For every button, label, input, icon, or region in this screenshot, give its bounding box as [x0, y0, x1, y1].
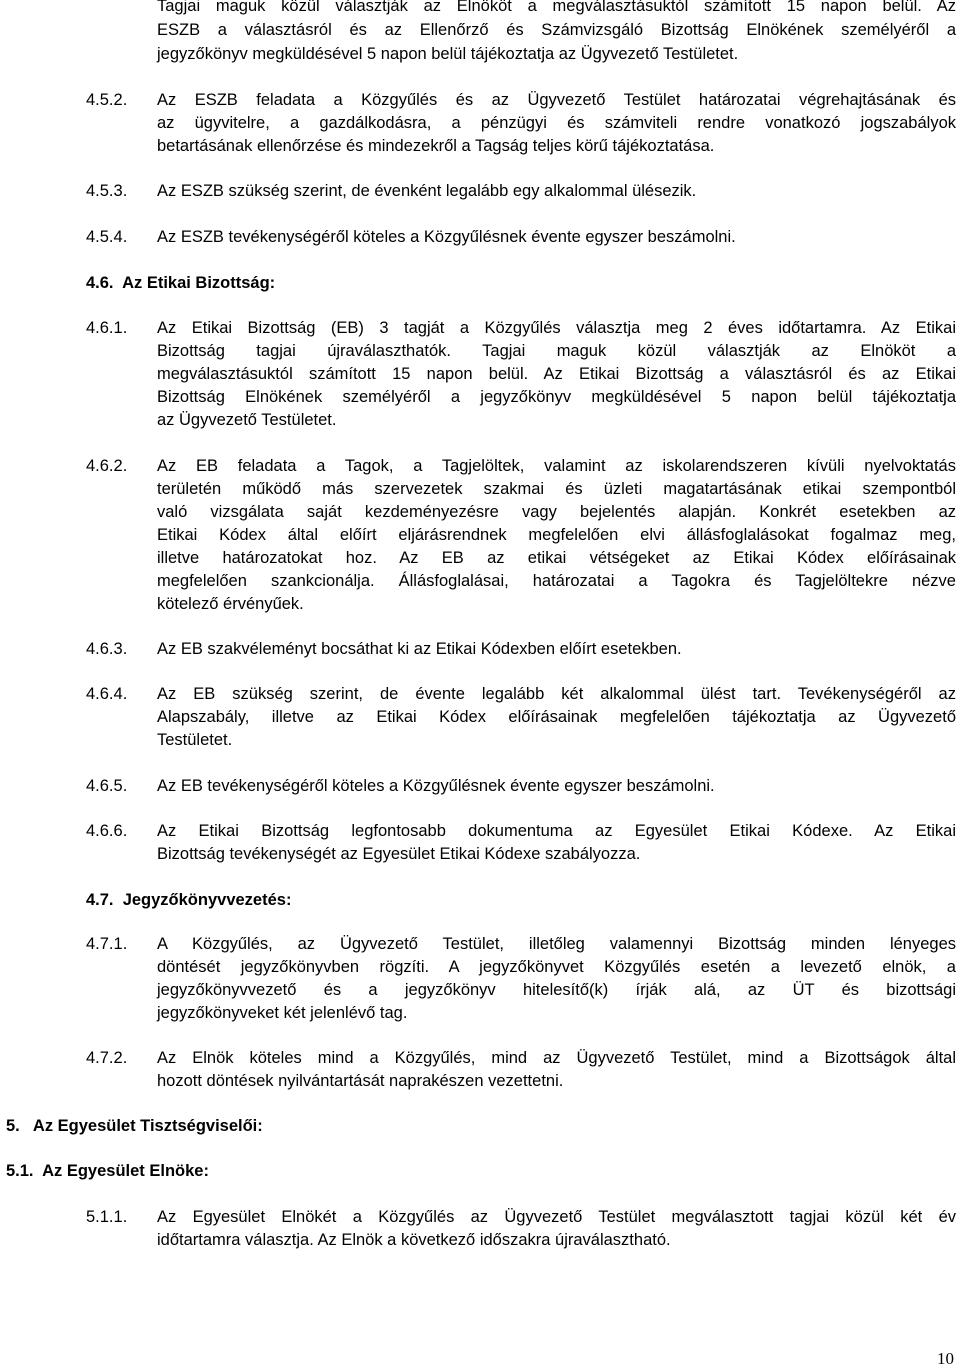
section-heading: 5.1. Az Egyesület Elnöke:	[6, 1162, 209, 1180]
paragraph-line: jegyzőkönyveket két jelenlévő tag.	[157, 1004, 408, 1022]
paragraph-line: Etikai Kódex által előírt eljárásrendnek megfelelően elvi állásfoglalásokat fogalmaz meg,	[157, 526, 956, 544]
paragraph-line: A Közgyűlés, az Ügyvezető Testület, illetőleg valamennyi Bizottság minden lényeges	[157, 935, 956, 953]
paragraph-line: az ügyvitelre, a gazdálkodásra, a pénzügyi és számviteli rendre vonatkozó jogszabályok	[157, 114, 956, 132]
paragraph-line: az Ügyvezető Testületet.	[157, 411, 337, 429]
paragraph-line: Az ESZB feladata a Közgyűlés és az Ügyvezető Testület határozatai végrehajtásának és	[157, 91, 956, 109]
section-heading: 4.6. Az Etikai Bizottság:	[86, 274, 276, 292]
section-number: 5.1.1.	[86, 1208, 128, 1226]
paragraph-line: illetve határozatokat hoz. Az EB az etikai vétségeket az Etikai Kódex előírásainak	[157, 549, 956, 567]
paragraph-line: időtartamra választja. Az Elnök a következő időszakra újraválasztható.	[157, 1231, 671, 1249]
paragraph-line: Bizottság tevékenységét az Egyesület Etikai Kódexe szabályozza.	[157, 845, 641, 863]
paragraph-line: kötelező érvényűek.	[157, 595, 304, 613]
paragraph-line: Az ESZB szükség szerint, de évenként legalább egy alkalommal ülésezik.	[157, 182, 697, 200]
paragraph-line: Bizottság Elnökének személyéről a jegyzőkönyv megküldésével 5 napon belül tájékoztatja	[157, 388, 956, 406]
intro-line: ESZB a választásról és az Ellenőrző és Számvizsgáló Bizottság Elnökének személyéről a	[157, 21, 956, 39]
chapter-heading: 5. Az Egyesület Tisztségviselői:	[6, 1117, 263, 1135]
section-number: 4.6.6.	[86, 822, 128, 840]
page-number: 10	[937, 1349, 954, 1368]
paragraph-line: döntését jegyzőkönyvben rögzíti. A jegyzőkönyvet Közgyűlés esetén a levezető elnök, a	[157, 958, 956, 976]
paragraph-line: való vizsgálata saját kezdeményezésre vagy bejelentés alapján. Konkrét esetekben az	[157, 503, 956, 521]
intro-line: Tagjai maguk közül választják az Elnököt a megválasztásuktól számított 15 napon belül. Az	[157, 0, 956, 15]
paragraph-line: területén működő más szervezetek szakmai és üzleti magatartásának etikai szempontból	[157, 480, 956, 498]
paragraph-line: Az EB szakvéleményt bocsáthat ki az Etikai Kódexben előírt esetekben.	[157, 640, 682, 658]
paragraph-line: hozott döntések nyilvántartását naprakészen vezettetni.	[157, 1072, 564, 1090]
paragraph-line: Testületet.	[157, 731, 233, 749]
section-number: 4.5.2.	[86, 91, 128, 109]
paragraph-line: Bizottság tagjai újraválaszthatók. Tagjai maguk közül választják az Elnököt a	[157, 342, 956, 360]
section-number: 4.7.1.	[86, 935, 128, 953]
section-heading: 4.7. Jegyzőkönyvvezetés:	[86, 891, 292, 909]
paragraph-line: Az Egyesület Elnökét a Közgyűlés az Ügyvezető Testület megválasztott tagjai közül két év	[157, 1208, 956, 1226]
section-number: 4.7.2.	[86, 1049, 128, 1067]
section-number: 4.6.1.	[86, 319, 128, 337]
paragraph-line: Az Elnök köteles mind a Közgyűlés, mind az Ügyvezető Testület, mind a Bizottságok által	[157, 1049, 956, 1067]
paragraph-line: megfelelően szankcionálja. Állásfoglalásai, határozatai a Tagokra és Tagjelöltekre nézve	[157, 572, 956, 590]
paragraph-line: Alapszabály, illetve az Etikai Kódex előírásainak megfelelően tájékoztatja az Ügyvezető	[157, 708, 956, 726]
section-number: 4.5.3.	[86, 182, 128, 200]
paragraph-line: Az EB feladata a Tagok, a Tagjelöltek, valamint az iskolarendszeren kívüli nyelvoktatás	[157, 457, 956, 475]
section-number: 4.6.4.	[86, 685, 128, 703]
paragraph-line: Az Etikai Bizottság (EB) 3 tagját a Közgyűlés választja meg 2 éves időtartamra. Az Etikai	[157, 319, 956, 337]
section-number: 4.5.4.	[86, 228, 128, 246]
paragraph-line: megválasztásuktól számított 15 napon belül. Az Etikai Bizottság a választásról és az Etikai	[157, 365, 956, 383]
paragraph-line: betartásának ellenőrzése és mindezekről a Tagság teljes körű tájékoztatása.	[157, 137, 715, 155]
paragraph-line: Az Etikai Bizottság legfontosabb dokumentuma az Egyesület Etikai Kódexe. Az Etikai	[157, 822, 956, 840]
paragraph-line: Az EB tevékenységéről köteles a Közgyűlésnek évente egyszer beszámolni.	[157, 777, 715, 795]
paragraph-line: jegyzőkönyvvezető és a jegyzőkönyv hitelesítő(k) írják alá, az ÜT és bizottsági	[157, 981, 956, 999]
paragraph-line: Az EB szükség szerint, de évente legalább két alkalommal ülést tart. Tevékenységéről az	[157, 685, 956, 703]
section-number: 4.6.3.	[86, 640, 128, 658]
paragraph-line: Az ESZB tevékenységéről köteles a Közgyűlésnek évente egyszer beszámolni.	[157, 228, 736, 246]
section-number: 4.6.2.	[86, 457, 128, 475]
section-number: 4.6.5.	[86, 777, 128, 795]
intro-line: jegyzőkönyv megküldésével 5 napon belül tájékoztatja az Ügyvezető Testületet.	[157, 45, 739, 63]
